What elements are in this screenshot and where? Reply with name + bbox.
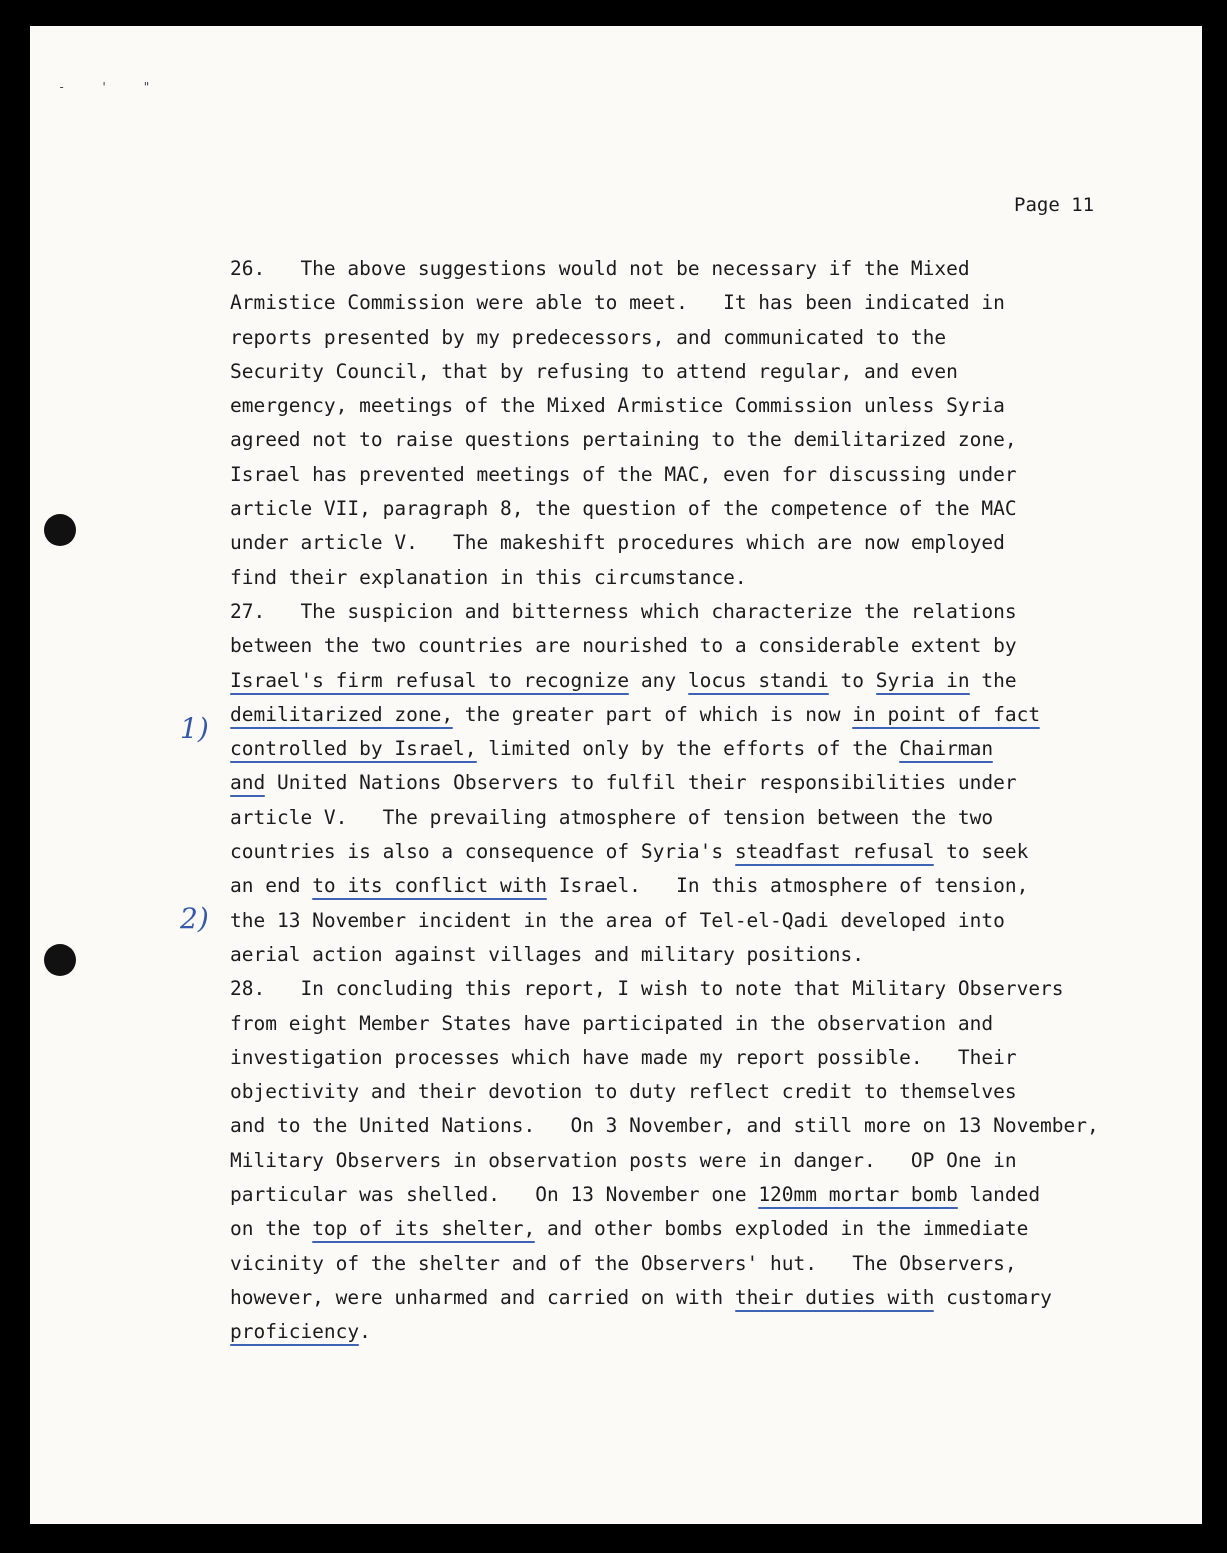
- underlined-phrase: in point of fact: [852, 702, 1041, 726]
- underlined-phrase: their duties with: [734, 1285, 935, 1309]
- text-segment: the greater part of which is now: [453, 702, 853, 726]
- margin-note-1: 1): [180, 712, 209, 745]
- underlined-phrase: to its conflict with: [312, 874, 547, 898]
- underlined-phrase: locus standi: [687, 668, 829, 692]
- text-line: [230, 1281, 1150, 1315]
- text-line: 27. The suspicion and bitterness which characterize the relations: [230, 599, 1017, 623]
- underlined-phrase: Chairman: [899, 737, 994, 761]
- text-segment: limited only by the efforts of the: [476, 737, 900, 761]
- text-line: Israel has prevented meetings of the MAC, even for discussing under: [230, 462, 1017, 486]
- text-line: [230, 869, 1150, 903]
- underlined-phrase: steadfast refusal: [734, 840, 935, 864]
- underlined-phrase: controlled by Israel,: [230, 737, 477, 761]
- text-segment: an end: [230, 874, 313, 898]
- underlined-phrase: and: [230, 771, 266, 795]
- body-text: [230, 252, 1150, 1350]
- text-line: the 13 November incident in the area of Tel-el-Qadi developed into: [230, 908, 1005, 932]
- text-segment: landed: [957, 1183, 1041, 1207]
- text-segment: the: [969, 668, 1017, 692]
- text-line: [230, 1212, 1150, 1246]
- text-line: between the two countries are nourished to a considerable extent by: [230, 634, 1017, 658]
- underlined-phrase: top of its shelter,: [312, 1217, 536, 1241]
- text-line: [230, 664, 1150, 698]
- text-line: from eight Member States have participated in the observation and: [230, 1011, 994, 1035]
- text-segment: Israel. In this atmosphere of tension,: [547, 874, 1029, 898]
- text-line: Military Observers in observation posts were in danger. OP One in: [230, 1148, 1017, 1172]
- underlined-phrase: Israel's firm refusal to recognize: [230, 668, 630, 692]
- text-segment: to: [828, 668, 876, 692]
- text-line: and to the United Nations. On 3 November, and still more on 13 November,: [230, 1114, 1099, 1138]
- paper-specks: - ' ": [58, 80, 165, 94]
- text-line: investigation processes which have made my report possible. Their: [230, 1045, 1017, 1069]
- text-line: Security Council, that by refusing to attend regular, and even: [230, 359, 958, 383]
- text-line: [230, 698, 1150, 732]
- text-line: article VII, paragraph 8, the question of the competence of the MAC: [230, 497, 1017, 521]
- text-line: 28. In concluding this report, I wish to note that Military Observers: [230, 977, 1064, 1001]
- underlined-phrase: proficiency: [230, 1320, 360, 1344]
- text-line: under article V. The makeshift procedures which are now employed: [230, 531, 1005, 555]
- text-segment: United Nations Observers to fulfil their responsibilities under: [265, 771, 1017, 795]
- punch-hole-top: [44, 514, 76, 546]
- underlined-phrase: Syria in: [875, 668, 970, 692]
- text-line: find their explanation in this circumstance.: [230, 565, 747, 589]
- margin-note-2: 2): [180, 902, 209, 935]
- text-line: [230, 1315, 1150, 1349]
- text-line: 26. The above suggestions would not be necessary if the Mixed: [230, 257, 970, 280]
- text-segment: customary: [934, 1285, 1052, 1309]
- text-line: [230, 835, 1150, 869]
- text-line: article V. The prevailing atmosphere of tension between the two: [230, 805, 994, 829]
- text-segment: on the: [230, 1217, 313, 1241]
- text-line: reports presented by my predecessors, and communicated to the: [230, 325, 947, 349]
- text-segment: countries is also a consequence of Syria's: [230, 840, 735, 864]
- text-line: Armistice Commission were able to meet. It has been indicated in: [230, 291, 1005, 315]
- text-line: aerial action against villages and military positions.: [230, 942, 864, 966]
- underlined-phrase: demilitarized zone,: [230, 702, 454, 726]
- text-line: [230, 766, 1150, 800]
- text-line: vicinity of the shelter and of the Observers' hut. The Observers,: [230, 1251, 1017, 1275]
- page-number: Page 11: [1014, 194, 1095, 216]
- text-segment: however, were unharmed and carried on with: [230, 1285, 735, 1309]
- text-segment: any: [629, 668, 688, 692]
- punch-hole-bottom: [44, 944, 76, 976]
- text-line: objectivity and their devotion to duty reflect credit to themselves: [230, 1080, 1017, 1104]
- text-line: agreed not to raise questions pertaining to the demilitarized zone,: [230, 428, 1017, 452]
- text-segment: .: [359, 1320, 371, 1344]
- underlined-phrase: 120mm mortar bomb: [758, 1183, 958, 1207]
- text-segment: to seek: [934, 840, 1029, 864]
- text-line: emergency, meetings of the Mixed Armistice Commission unless Syria: [230, 394, 1005, 418]
- text-segment: particular was shelled. On 13 November one: [230, 1183, 759, 1207]
- text-line: [230, 1178, 1150, 1212]
- text-line: [230, 732, 1150, 766]
- text-segment: and other bombs exploded in the immediate: [535, 1217, 1029, 1241]
- document-page: [30, 26, 1202, 1524]
